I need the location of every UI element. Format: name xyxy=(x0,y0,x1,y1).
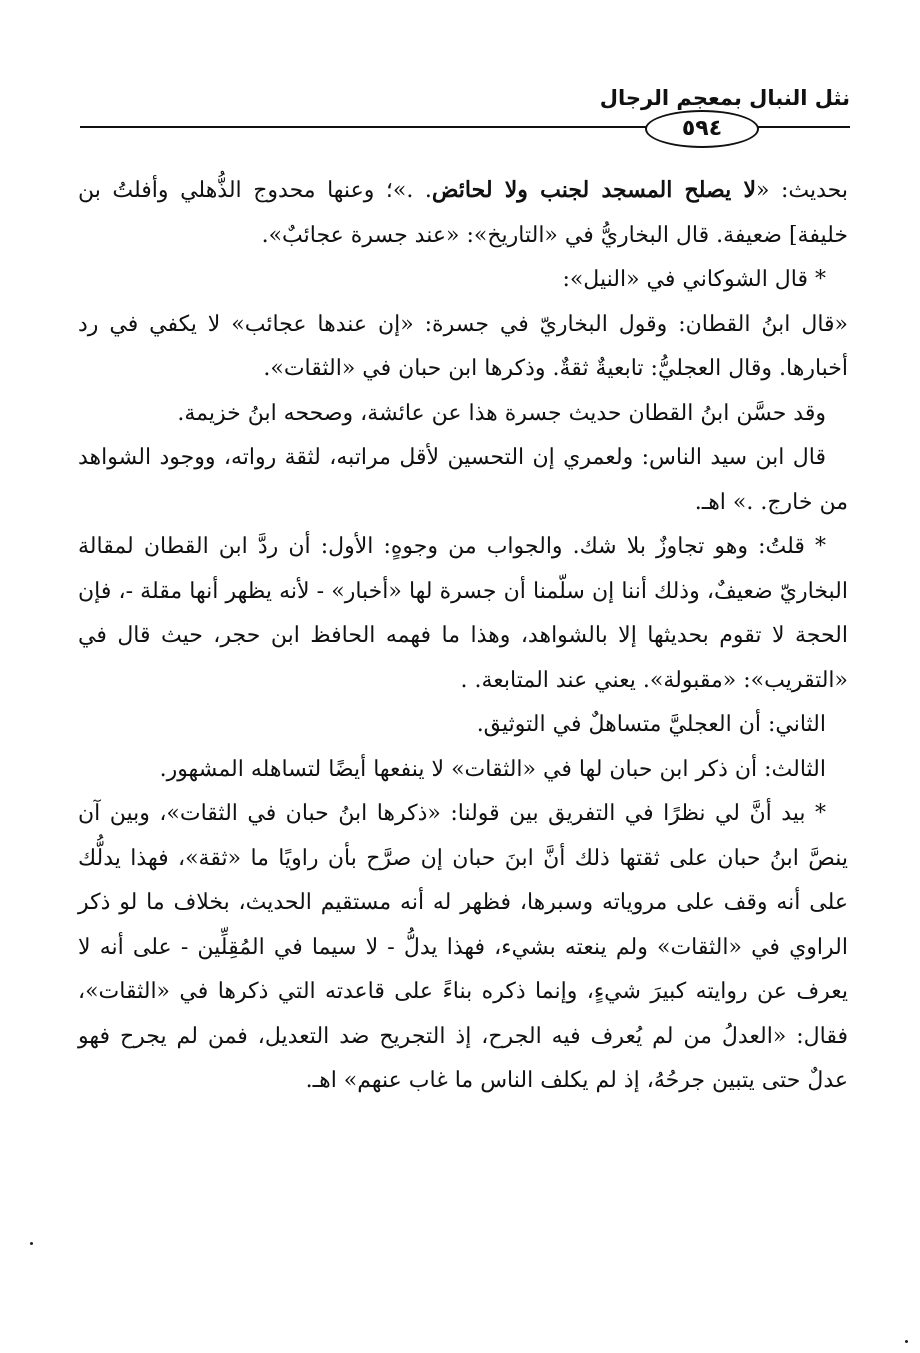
paragraph-1 xyxy=(78,168,848,258)
paragraph-4: وقد حسَّن ابنُ القطان حديث جسرة هذا عن عائشة، وصححه ابنُ خزيمة. xyxy=(177,400,826,426)
paragraph-3: «قال ابنُ القطان: وقول البخاريّ في جسرة: «إن عندها عجائب» لا يكفي في رد أخبارها. وقال العجليُّ: تابعيةٌ ثقةٌ. وذكرها ابن حبان في «الثقات». xyxy=(78,311,848,381)
scan-speck xyxy=(905,1340,908,1343)
paragraph-7: الثاني: أن العجليَّ متساهلٌ في التوثيق. xyxy=(476,712,826,737)
page-number-oval: ٥٩٤ xyxy=(645,110,759,148)
paragraph-1-intro: بحديث: « xyxy=(756,178,849,203)
paragraph-8: الثالث: أن ذكر ابن حبان لها في «الثقات» لا ينفعها أيضًا لتساهله المشهور. xyxy=(159,756,826,782)
paragraph-6: * قلتُ: وهو تجاوزٌ بلا شك. والجواب من وجوهٍ: الأول: أن ردَّ ابن القطان لمقالة البخاريّ ضعيفٌ، وذلك أننا إن سلّمنا أن جسرة لها «أخبار» - لأنه يظهر أنها مقلة -، فإن الحجة لا تقوم بحديثها إلا بالشواهد، وهذا ما فهمه الحافظ ابن حجر، حيث قال في «التقريب»: «مقبولة». يعني عند المتابعة. . xyxy=(78,534,848,693)
page-body xyxy=(78,168,848,1104)
scan-speck xyxy=(30,1242,33,1245)
paragraph-5: قال ابن سيد الناس: ولعمري إن التحسين لأقل مراتبه، لثقة رواته، ووجود الشواهد من خارج. .» اهـ. xyxy=(78,445,848,515)
running-title: نثل النبال بمعجم الرجال xyxy=(599,86,850,110)
paragraph-9: * بيد أنَّ لي نظرًا في التفريق بين قولنا: «ذكرها ابنُ حبان في الثقات»، وبين آن ينصَّ ابنُ حبان على ثقتها ذلك أنَّ ابنَ حبان إن صرَّح بأن راويًا ما «ثقة»، فهذا يدلُّك على أنه وقف على مروياته وسبرها، فظهر له أنه مستقيم الحديث، بخلاف ما لو ذكر الراوي في «الثقات» ولم ينعته بشيء، فهذا يدلُّ - لا سيما في المُقِلِّين - على أنه لا يعرف عن روايته كبيرَ شيءٍ، وإنما ذكره بناءً على قاعدته التي ذكرها في «الثقات»، فقال: «العدلُ من لم يُعرف فيه الجرح، إذ التجريح ضد التعديل، فمن لم يجرح فهو عدلٌ حتى يتبين جرحُهُ، إذ لم يكلف الناس ما غاب عنهم» اهـ. xyxy=(78,801,848,1093)
hadith-quote: لا يصلح المسجد لجنب ولا لحائض xyxy=(431,177,756,203)
paragraph-1-rest: . .»؛ وعنها محدوج الذُّهلي وأفلتُ بن خليفة] ضعيفة. قال البخاريُّ في «التاريخ»: «عند جسرة عجائبٌ». xyxy=(78,178,848,248)
paragraph-2: * قال الشوكاني في «النيل»: xyxy=(562,267,826,292)
